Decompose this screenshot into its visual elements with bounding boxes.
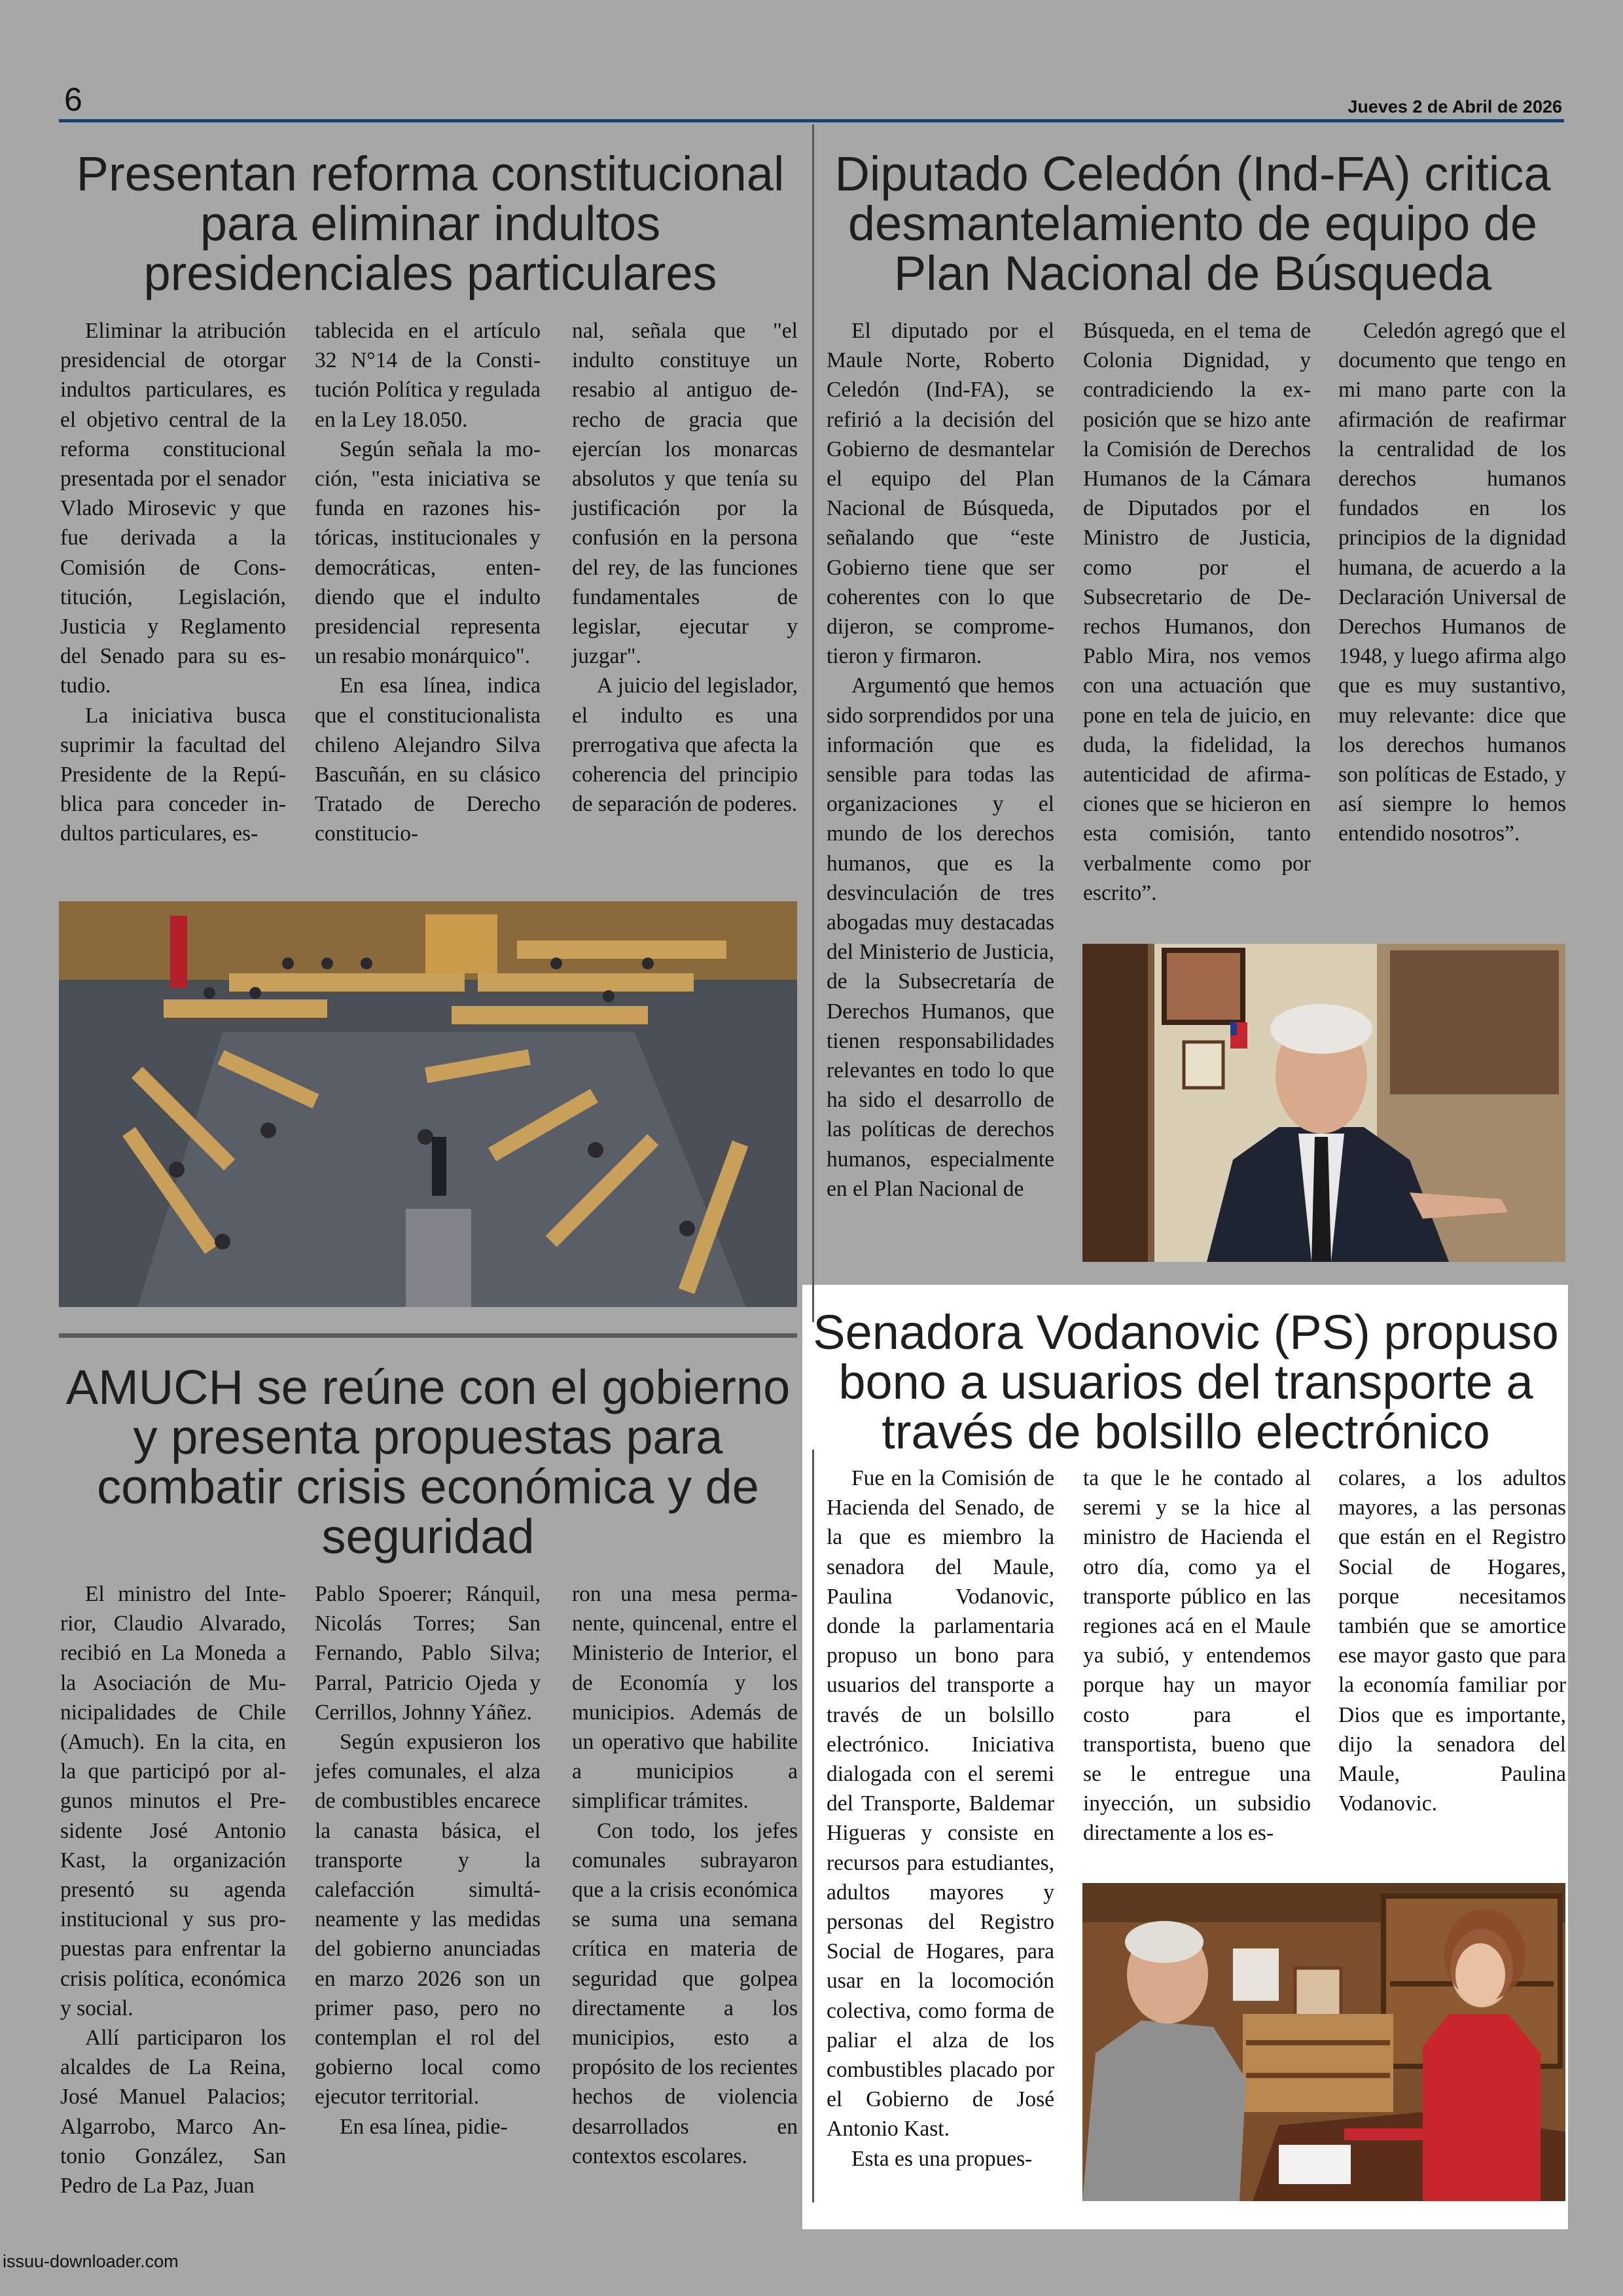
paragraph: Búsqueda, en el tema de Colonia Dignidad, y contradiciendo la exposición que se hizo ante la Comisión de Derechos Humanos de la Cámara de Diputados por el Ministro de Justicia, como por el Subsecretario de Derechos Humanos, don Pablo Mira, nos vemos con una actuación que pone en tela de juicio, en duda, la fidelidad, la autenticidad de afirmaciones que se hicieron en esta comisión, tanto verbalmente como por escrito”. bbox=[1083, 319, 1311, 905]
paragraph: ron una mesa permanente, quincenal, entre el Ministerio de Interior, el de Economía y los municipios. Además de un operativo que habilite a municipios a simplificar trámites. bbox=[572, 1582, 798, 1814]
article2-column-1 bbox=[827, 316, 1054, 1204]
celedon-photo bbox=[1082, 944, 1565, 1262]
article1-column-2 bbox=[315, 316, 541, 849]
article4-headline: Senadora Vodanovic (PS) propuso bono a usuarios del transporte a través de bolsillo electrónico bbox=[813, 1305, 1559, 1459]
article1-headline: Presentan reforma constitucional para eliminar indultos presidenciales particulares bbox=[76, 147, 785, 300]
article1-column-1 bbox=[60, 316, 286, 849]
article3-column-1 bbox=[60, 1579, 286, 2200]
article4-column-3 bbox=[1338, 1463, 1566, 1818]
article3-headline: AMUCH se reúne con el gobierno y presenta propuestas para combatir crisis económica y de seguridad bbox=[65, 1360, 791, 1564]
paragraph: En esa línea, pidie- bbox=[340, 2114, 508, 2139]
paragraph: Según señala la moción, "esta iniciativa se funda en razones históricas, institucionales y democráticas, entendiendo que el indulto presidencial representa un resabio monárquico". bbox=[315, 437, 541, 669]
article2-headline: Diputado Celedón (Ind-FA) critica desmantelamiento de equipo de Plan Nacional de Búsqueda bbox=[834, 147, 1551, 300]
paragraph: nal, señala que "el indulto constituye un resabio al antiguo derecho de gracia que ejercían los monarcas absolutos y que tenía su justificación por la confusión en la persona del rey, de las funciones fundamentales de legislar, ejecutar y juzgar". bbox=[572, 319, 798, 669]
paragraph: A juicio del legislador, el indulto es una prerrogativa que afecta la coherencia del principio de separación de poderes. bbox=[572, 673, 798, 817]
senate-chamber-photo bbox=[59, 901, 797, 1307]
paragraph: En esa línea, indica que el constitucionalista chileno Alejandro Silva Bascuñán, en su clásico Tratado de Derecho constitucio- bbox=[315, 673, 541, 846]
paragraph: colares, a los adultos mayores, a las personas que están en el Registro Social de Hogares, porque necesitamos también que se amortice ese mayor gasto que para la economía familiar por Dios que es importante, dijo la senadora del Maule, Paulina Vodanovic. bbox=[1338, 1466, 1566, 1816]
article2-column-3 bbox=[1338, 316, 1566, 849]
article4-column-1 bbox=[827, 1463, 1054, 2174]
section-rule bbox=[59, 1333, 797, 1338]
page-number: 6 bbox=[64, 81, 82, 118]
header-rule bbox=[59, 119, 1564, 122]
paragraph: Eliminar la atribución presidencial de otorgar indultos particulares, es el objetivo central de la reforma constitucional presentada por el senador Vlado Mirosevic y que fue derivada a la Comisión de Constitución, Legislación, Justicia y Reglamento del Senado para su estudio. bbox=[60, 319, 286, 698]
issue-date: Jueves 2 de Abril de 2026 bbox=[1347, 97, 1562, 117]
article3-column-2 bbox=[315, 1579, 541, 2142]
paragraph: El ministro del Interior, Claudio Alvarado, recibió en La Moneda a la Asociación de Municipalidades de Chile (Amuch). En la cita, en la que participó por algunos minutos el Presidente José Antonio Kast, la organización presentó su agenda institucional y sus propuestas para enfrentar la crisis política, económica y social. bbox=[60, 1582, 286, 2020]
vodanovic-meeting-photo bbox=[1082, 1883, 1565, 2201]
paragraph: Fue en la Comisión de Hacienda del Senado, de la que es miembro la senadora del Maule, Paulina Vodanovic, donde la parlamentaria propuso un bono para usuarios del transporte a través de un bolsillo electrónico. Iniciativa dialogada con el seremi del Transporte, Baldemar Higueras y consiste en recursos para estudiantes, adultos mayores y personas del Registro Social de Hogares, para usar en la locomoción colectiva, como forma de paliar el alza de los combustibles placado por el Gobierno de José Antonio Kast. bbox=[827, 1466, 1054, 2142]
column-divider bbox=[812, 1450, 814, 2202]
paragraph: Allí participaron los alcaldes de La Reina, José Manuel Palacios; Algarrobo, Marco Antonio González, San Pedro de La Paz, Juan bbox=[60, 2026, 286, 2198]
article3-column-3 bbox=[572, 1579, 798, 2171]
paragraph: Celedón agregó que el documento que tengo en mi mano parte con la afirmación de reafirmar la centralidad de los derechos humanos fundados en los principios de la dignidad humana, de acuerdo a la Declaración Universal de Derechos Humanos de 1948, y luego afirma algo que es muy sustantivo, muy relevante: dice que los derechos humanos son políticas de Estado, y así siempre lo hemos entendido nosotros”. bbox=[1338, 319, 1566, 846]
paragraph: Según expusieron los jefes comunales, el alza de combustibles encarece la canasta básica, el transporte y la calefacción simultáneamente y las medidas del gobierno anunciadas en marzo 2026 son un primer paso, pero no contemplan el rol del gobierno local como ejecutor territorial. bbox=[315, 1730, 541, 2109]
paragraph: ta que le he contado al seremi y se la hice al ministro de Hacienda el otro día, como ya el transporte público en las regiones acá en el Maule ya subió, y entendemos porque hay un mayor costo para el transportista, bueno que se le entregue una inyección, un subsidio directamente a los es- bbox=[1083, 1466, 1311, 1846]
article2-column-2 bbox=[1083, 316, 1311, 908]
paragraph: La iniciativa busca suprimir la facultad del Presidente de la República para conceder indultos particulares, es- bbox=[60, 703, 286, 846]
paragraph: Argumentó que hemos sido sorprendidos por una información que es sensible para todas las organizaciones y el mundo de los derechos humanos, que es la desvinculación de tres abogadas muy destacadas del Ministerio de Justicia, de la Subsecretaría de Derechos Humanos, que tienen responsabilidades relevantes en todo lo que ha sido el desarrollo de las políticas de derechos humanos, especialmente en el Plan Nacional de bbox=[827, 673, 1054, 1201]
paragraph: Con todo, los jefes comunales subrayaron que a la crisis económica se suma una semana crítica en materia de seguridad que golpea directamente a los municipios, esto a propósito de los recientes hechos de violencia desarrollados en contextos escolares. bbox=[572, 1818, 798, 2168]
column-divider bbox=[812, 124, 814, 1322]
paragraph: Pablo Spoerer; Ránquil, Nicolás Torres; San Fernando, Pablo Silva; Parral, Patricio Ojeda y Cerrillos, Johnny Yáñez. bbox=[315, 1582, 541, 1725]
article4-column-2 bbox=[1083, 1463, 1311, 1848]
article1-column-3 bbox=[572, 316, 798, 819]
paragraph: Esta es una propues- bbox=[851, 2146, 1033, 2171]
paragraph: tablecida en el artículo 32 N°14 de la Constitución Política y regulada en la Ley 18.050. bbox=[315, 319, 541, 432]
paragraph: El diputado por el Maule Norte, Roberto Celedón (Ind-FA), se refirió a la decisión del Gobierno de desmantelar el equipo del Plan Nacional de Búsqueda, señalando que “este Gobierno tiene que ser coherentes con lo que dijeron, se comprometieron y firmaron. bbox=[827, 319, 1054, 669]
watermark: issuu-downloader.com bbox=[3, 2251, 179, 2271]
